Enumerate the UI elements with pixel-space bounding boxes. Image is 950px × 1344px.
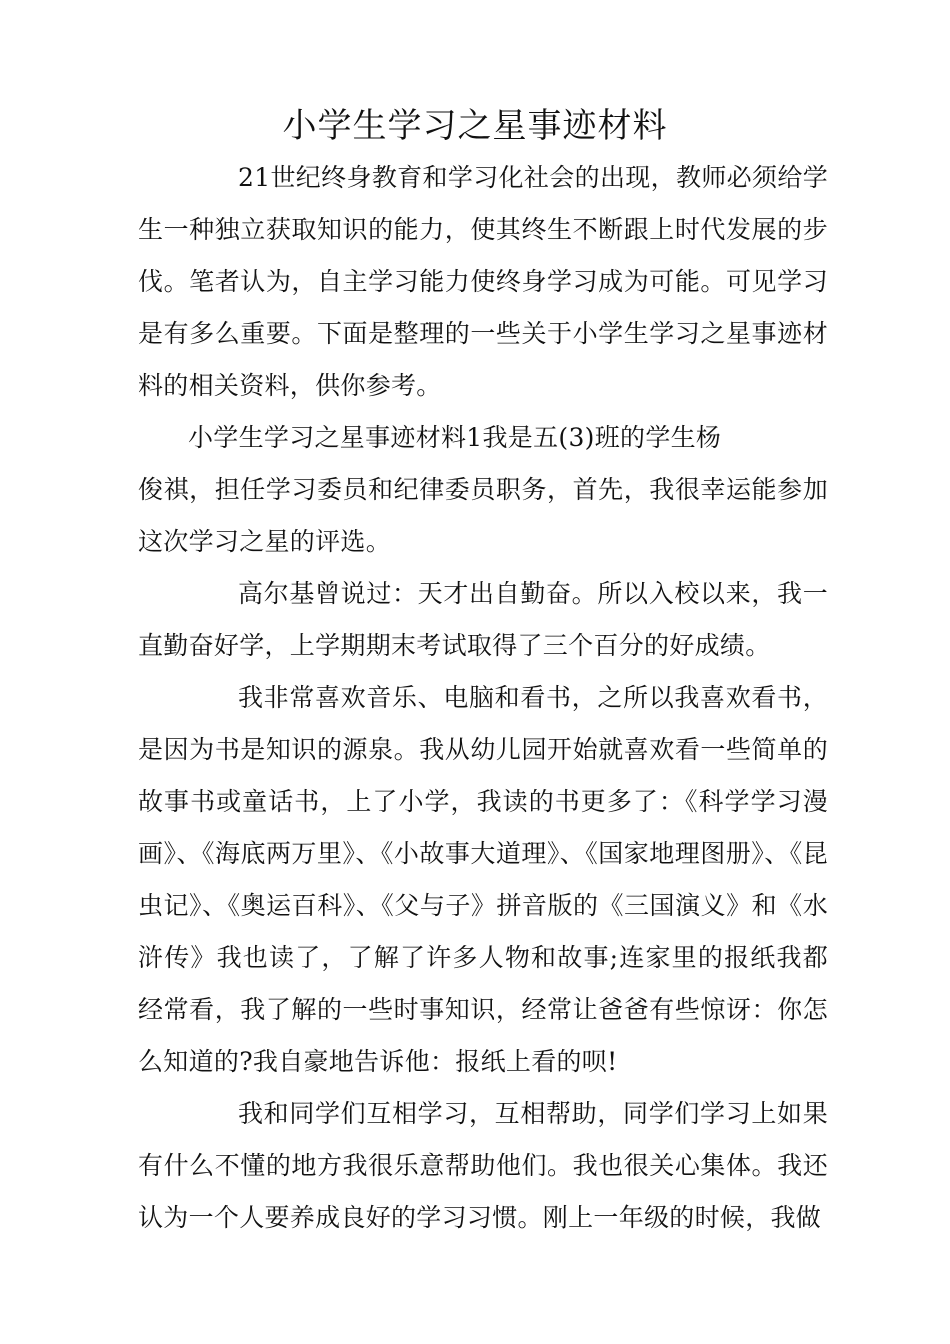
paragraph-diligence: 高尔基曾说过：天才出自勤奋。所以入校以来，我一直勤奋好学，上学期期末考试取得了三个百分的好成绩。 bbox=[138, 579, 828, 660]
paragraph-material-heading: 小学生学习之星事迹材料1我是五(3)班的学生杨 bbox=[188, 423, 722, 452]
document-body bbox=[138, 152, 828, 1244]
paragraph-intro: 21世纪终身教育和学习化社会的出现，教师必须给学生一种独立获取知识的能力，使其终生不断跟上时代发展的步伐。笔者认为，自主学习能力使终身学习成为可能。可见学习是有多么重要。下面是整理的一些关于小学生学习之星事迹材料的相关资料，供你参考。 bbox=[138, 163, 828, 400]
paragraph-helping-others: 我和同学们互相学习，互相帮助，同学们学习上如果有什么不懂的地方我很乐意帮助他们。我也很关心集体。我还认为一个人要养成良好的学习习惯。刚上一年级的时候，我做 bbox=[138, 1099, 828, 1232]
document-title: 小学生学习之星事迹材料 bbox=[282, 106, 668, 146]
paragraph-reading: 我非常喜欢音乐、电脑和看书，之所以我喜欢看书，是因为书是知识的源泉。我从幼儿园开始就喜欢看一些简单的故事书或童话书，上了小学，我读的书更多了：《科学学习漫画》、《海底两万里》、《小故事大道理》、《国家地理图册》、《昆虫记》、《奥运百科》、《父与子》拼音版的《三国演义》和《水浒传》我也读了，了解了许多人物和故事;连家里的报纸我都经常看，我了解的一些时事知识，经常让爸爸有些惊讶：你怎么知道的?我自豪地告诉他：报纸上看的呗! bbox=[138, 683, 828, 1076]
paragraph-self-introduction: 俊祺，担任学习委员和纪律委员职务，首先，我很幸运能参加这次学习之星的评选。 bbox=[138, 475, 828, 556]
